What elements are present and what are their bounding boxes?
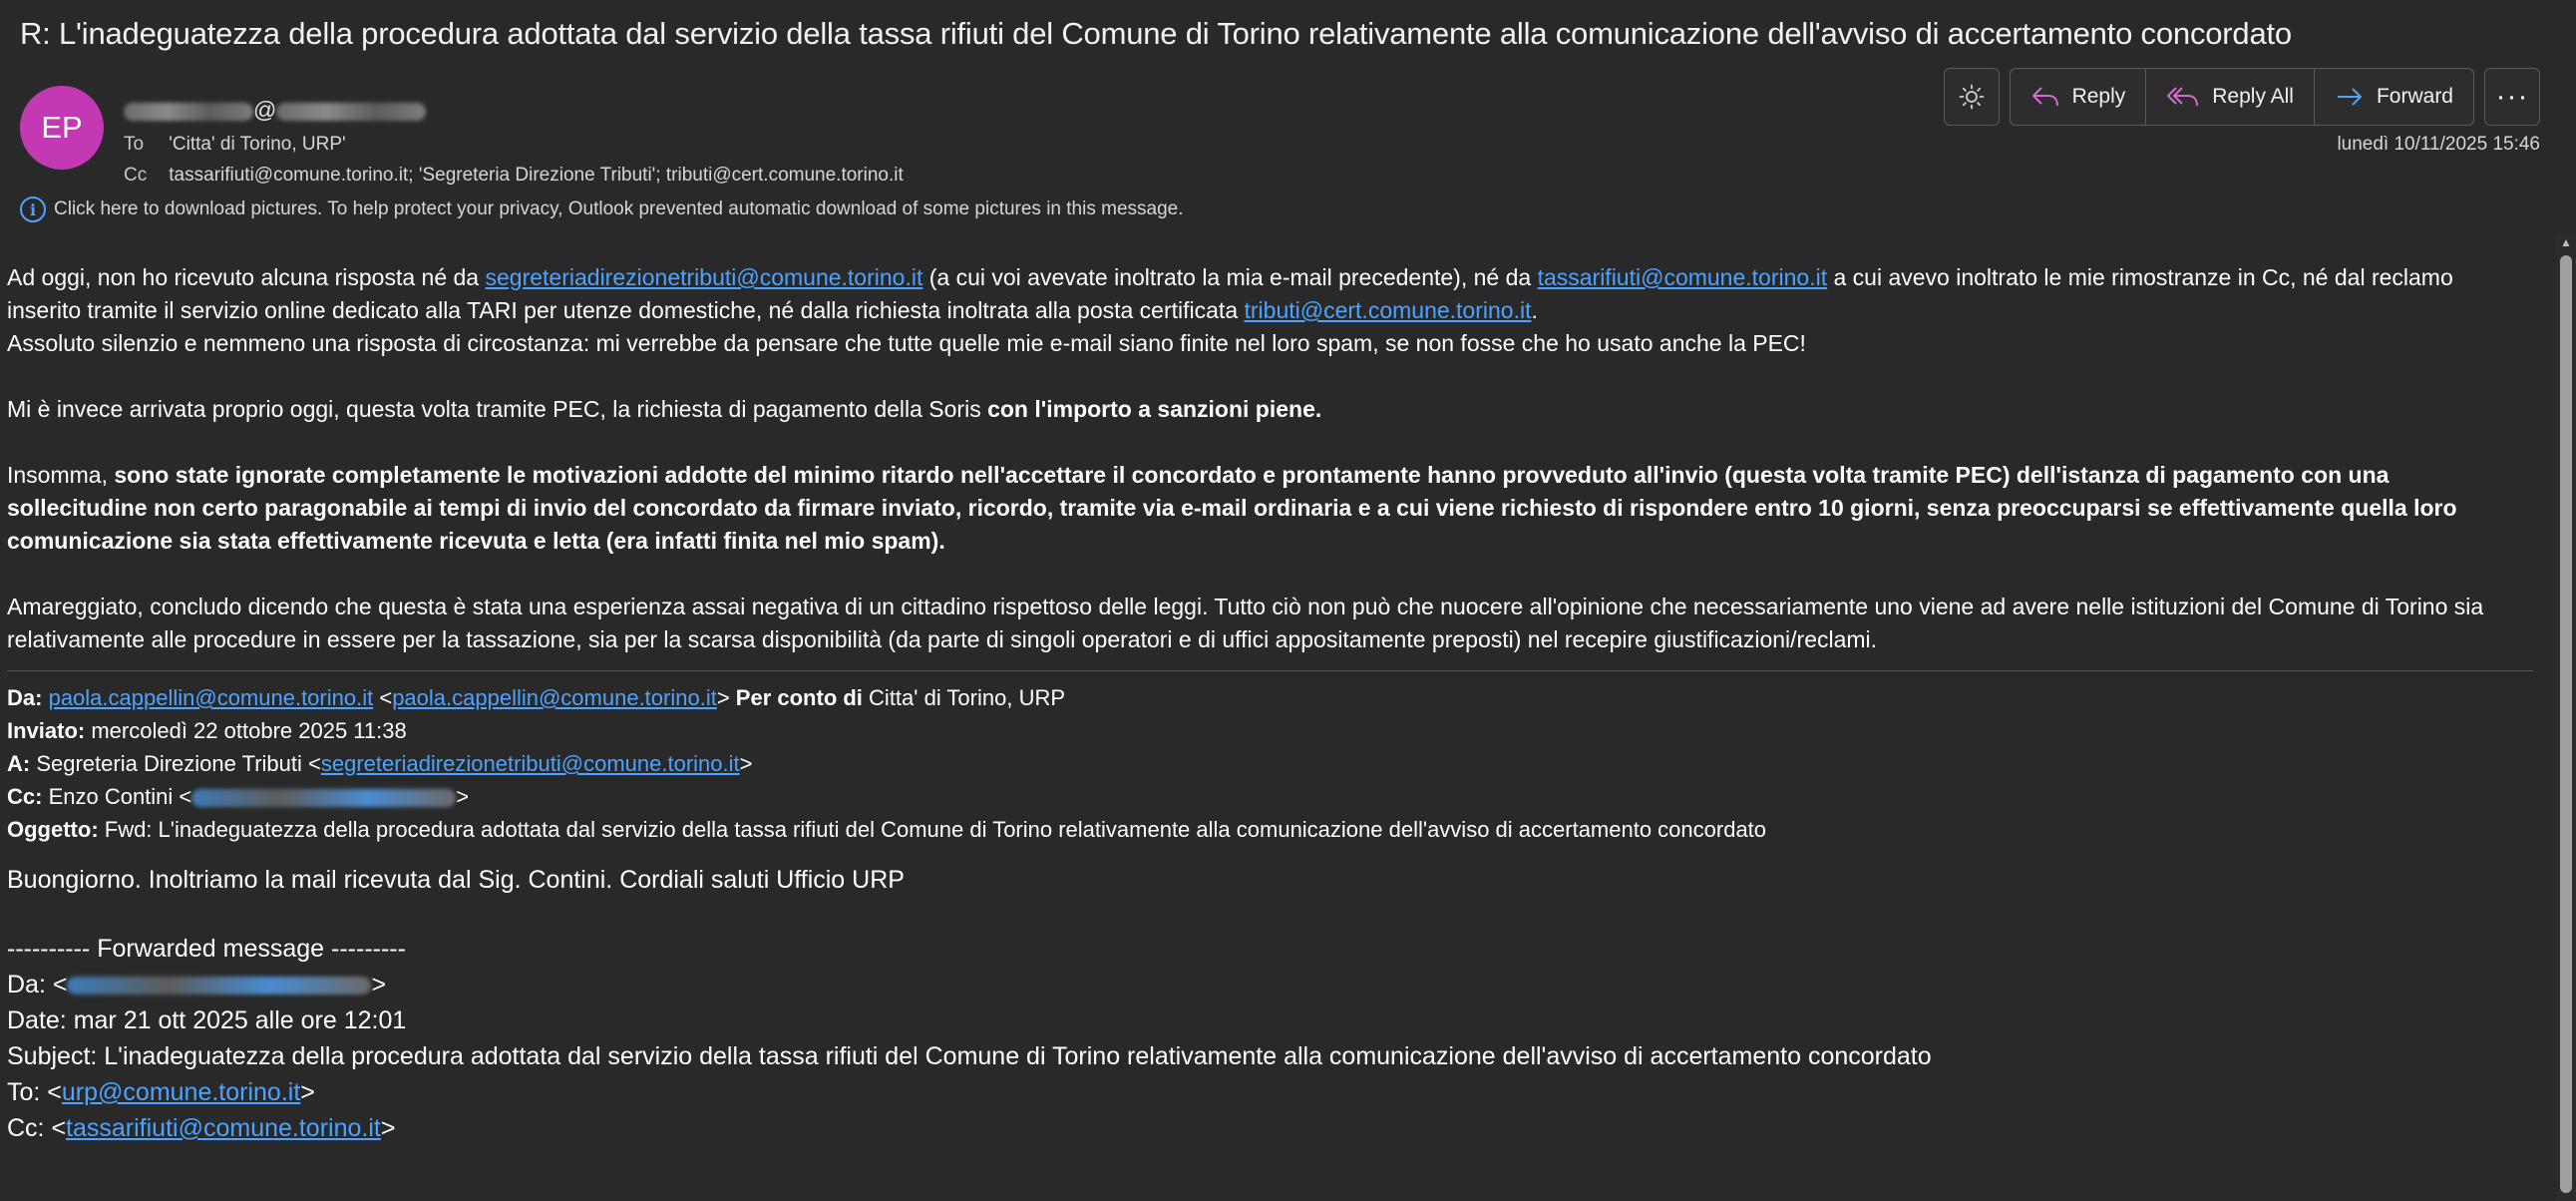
forwarded-from-line: [7, 967, 2533, 1002]
email-link[interactable]: paola.cappellin@comune.torino.it: [392, 685, 717, 710]
body-paragraph-5: Amareggiato, concludo dicendo che questa è stata una esperienza assai negativa di un cittadino rispettoso delle leggi. Tutto ciò non può che nuocere all'opinione che necessariamente uno viene ad avere nelle istituzioni del Comune di Torino sia relativamente alle procedure in essere per la tassazione, sia per la scarsa disponibilità (da parte di singoli operatori e di uffici appositamente preposti) nel recepire giustificazioni/reclami.: [7, 594, 2484, 652]
text-segment: a cui avevo inoltrato le mie rimostranze in Cc, né dal reclamo inserito tramite il servizio online dedicato alla TARI per utenze domestiche, né dalla richiesta inoltrata alla posta certificata: [7, 264, 2453, 323]
field-label: Oggetto:: [7, 817, 99, 842]
email-link[interactable]: tassarifiuti@comune.torino.it: [1537, 264, 1828, 290]
text-segment: >: [300, 1078, 315, 1106]
scrollbar-thumb[interactable]: [2560, 255, 2572, 1193]
to-value[interactable]: 'Citta' di Torino, URP': [169, 134, 346, 155]
email-link[interactable]: tassarifiuti@comune.torino.it: [66, 1114, 381, 1142]
forwarded-date-line: Date: mar 21 ott 2025 alle ore 12:01: [7, 1006, 407, 1034]
scroll-up-arrow-icon[interactable]: ▲: [2560, 235, 2572, 249]
redacted-sender-name: [124, 103, 253, 121]
text-segment: >: [456, 784, 470, 809]
forwarded-to-line: [7, 1074, 2533, 1110]
greeting-text: Buongiorno. Inoltriamo la mail ricevuta dal Sig. Contini. Cordiali saluti Ufficio URP: [7, 866, 905, 894]
vertical-scrollbar[interactable]: [2556, 235, 2576, 1201]
cc-label: Cc: [124, 165, 148, 186]
text-segment: Citta' di Torino, URP: [869, 685, 1066, 710]
quoted-separator: [7, 670, 2533, 671]
reply-all-button[interactable]: [2145, 68, 2314, 126]
text-segment: >: [371, 971, 387, 999]
forwarded-cc-line: [7, 1110, 2533, 1146]
text-segment: Enzo Contini <: [42, 784, 192, 809]
body-paragraph-1: [7, 261, 2533, 327]
quoted-to-line: [7, 747, 2533, 780]
redacted-email: [67, 977, 371, 995]
sender-avatar[interactable]: EP: [20, 86, 104, 170]
text-segment: To: <: [7, 1078, 62, 1106]
forward-label: Forward: [2376, 85, 2453, 108]
field-label: Da:: [7, 685, 43, 710]
text-segment: .: [1531, 297, 1538, 323]
text-segment: Cc: <: [7, 1114, 67, 1142]
field-label: Inviato:: [7, 718, 86, 743]
more-icon: ···: [2495, 80, 2529, 113]
text-segment: <: [373, 685, 393, 710]
reply-icon: [2030, 84, 2060, 110]
text-segment: Da: <: [7, 971, 68, 999]
message-body: [7, 261, 2533, 1146]
forward-icon: [2335, 84, 2365, 110]
email-link[interactable]: tributi@cert.comune.torino.it: [1244, 297, 1532, 323]
sun-icon: [1959, 84, 1985, 110]
quoted-subject-line: [7, 813, 2533, 846]
forward-button[interactable]: [2314, 68, 2474, 126]
reply-all-icon: [2166, 84, 2200, 110]
text-segment: Fwd: L'inadeguatezza della procedura adottata dal servizio della tassa rifiuti del Comune di Torino relativamente alla comunicazione dell'avviso di accertamento concordato: [98, 817, 1767, 842]
email-link[interactable]: segreteriadirezionetributi@comune.torino.it: [485, 264, 923, 290]
email-link[interactable]: urp@comune.torino.it: [61, 1078, 301, 1106]
info-icon: i: [20, 197, 46, 222]
received-date: lunedì 10/11/2025 15:46: [2337, 134, 2540, 155]
field-label: Cc:: [7, 784, 43, 809]
more-actions-button[interactable]: [2484, 68, 2540, 126]
sender-at-sign: @: [253, 97, 277, 123]
body-paragraph-2: Assoluto silenzio e nemmeno una risposta di circostanza: mi verrebbe da pensare che tutte quelle mie e-mail siano finite nel loro spam, se non fosse che ho usato anche la PEC!: [7, 330, 1806, 356]
email-link[interactable]: paola.cappellin@comune.torino.it: [48, 685, 374, 710]
quoted-cc-line: [7, 780, 2533, 813]
text-segment: >: [716, 685, 730, 710]
text-segment: mercoledì 22 ottobre 2025 11:38: [85, 718, 407, 743]
text-segment: >: [739, 751, 753, 776]
email-subject: R: L'inadeguatezza della procedura adottata dal servizio della tassa rifiuti del Comune di Torino relativamente alla comunicazione dell'avviso di accertamento concordato: [20, 16, 2292, 51]
text-segment: Insomma,: [7, 462, 115, 488]
to-label: To: [124, 134, 145, 155]
text-segment: Mi è invece arrivata proprio oggi, questa volta tramite PEC, la richiesta di pagamento della Soris: [7, 396, 988, 422]
download-pictures-notice[interactable]: [20, 197, 1184, 222]
field-label: Per conto di: [729, 685, 870, 710]
bold-text: sono state ignorate completamente le motivazioni addotte del minimo ritardo nell'accettare il concordato e prontamente hanno provveduto all'invio (questa volta tramite PEC) dell'istanza di pagamento con una sollecitudine non certo paragonabile ai tempi di invio del concordato da firmare inviato, ricordo, tramite via e-mail ordinaria e a cui viene richiesto di rispondere entro 10 giorni, senza preoccuparsi se effettivamente quella loro comunicazione sia stata effettivamente ricevuta e letta (era infatti finita nel mio spam).: [7, 462, 2457, 554]
sender-address[interactable]: [124, 97, 426, 124]
body-paragraph-4: [7, 459, 2533, 558]
theme-toggle-button[interactable]: [1944, 68, 2000, 126]
text-segment: Segreteria Direzione Tributi <: [30, 751, 321, 776]
reply-button[interactable]: [2010, 68, 2146, 126]
body-paragraph-3: [7, 393, 2533, 426]
quoted-from-line: [7, 681, 2533, 714]
quoted-header: [7, 681, 2533, 846]
redacted-sender-domain: [276, 103, 426, 121]
text-segment: (a cui voi avevate inoltrato la mia e-mail precedente), né da: [922, 264, 1538, 290]
text-segment: Ad oggi, non ho ricevuto alcuna risposta né da: [7, 264, 486, 290]
reply-label: Reply: [2071, 85, 2126, 108]
cc-recipients: [124, 165, 904, 187]
to-recipients: [124, 134, 346, 156]
email-link[interactable]: segreteriadirezionetributi@comune.torino.it: [320, 751, 740, 776]
redacted-email: [191, 789, 456, 807]
forwarded-message: [7, 931, 2533, 1146]
reply-all-label: Reply All: [2212, 85, 2294, 108]
field-label: A:: [7, 751, 31, 776]
message-toolbar: [1944, 68, 2540, 126]
text-segment: >: [380, 1114, 396, 1142]
reply-actions-group: [2010, 68, 2474, 126]
download-pictures-text: Click here to download pictures. To help protect your privacy, Outlook prevented automatic download of some pictures in this message.: [54, 199, 1184, 219]
cc-value[interactable]: tassarifiuti@comune.torino.it; 'Segreteria Direzione Tributi'; tributi@cert.comune.torino.it: [169, 165, 904, 186]
forwarded-divider: ---------- Forwarded message ---------: [7, 935, 406, 963]
quoted-sent-line: [7, 714, 2533, 747]
forwarded-subject-line: Subject: L'inadeguatezza della procedura adottata dal servizio della tassa rifiuti del Comune di Torino relativamente alla comunicazione dell'avviso di accertamento concordato: [7, 1042, 1932, 1070]
bold-text: con l'importo a sanzioni piene.: [987, 396, 1322, 422]
